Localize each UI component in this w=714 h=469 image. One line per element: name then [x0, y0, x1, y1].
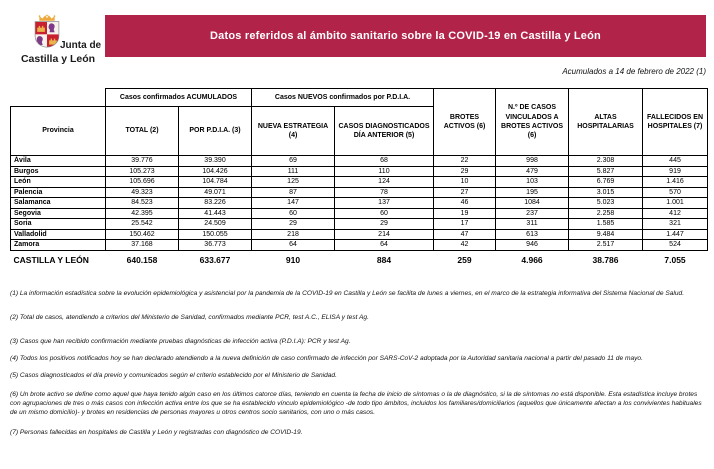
data-cell: 613: [496, 229, 569, 240]
total-cell: 640.158: [126, 254, 158, 265]
data-cell: 105.696: [106, 177, 179, 188]
data-cell: 946: [496, 240, 569, 251]
data-cell: 24.509: [179, 219, 252, 230]
data-cell: 64: [335, 240, 434, 251]
total-cell: 884: [376, 254, 392, 265]
province-name: León: [11, 177, 106, 188]
data-cell: 36.773: [179, 240, 252, 251]
total-cell: 910: [285, 254, 301, 265]
logo-text-line2: Castilla y León: [20, 53, 96, 65]
col-header-nueva-estrategia: NUEVA ESTRATEGIA (4): [252, 107, 335, 156]
data-cell: 321: [643, 219, 708, 230]
total-row-label: CASTILLA Y LEÓN: [13, 254, 89, 265]
total-cell: 7.055: [664, 254, 686, 265]
col-header-vinculados-brotes: N.º DE CASOS VINCULADOS A BROTES ACTIVOS (6): [496, 89, 569, 156]
group-header-new-pdia: Casos NUEVOS confirmados por P.D.I.A.: [252, 89, 434, 107]
coat-of-arms-icon: [34, 14, 60, 48]
data-cell: 147: [252, 198, 335, 209]
col-header-diag-dia-anterior: CASOS DIAGNOSTICADOS DÍA ANTERIOR (5): [335, 107, 434, 156]
footnote: (3) Casos que han recibido confirmación mediante pruebas diagnósticas de infección activa (P.D.I.A): PCR y test Ag.: [10, 337, 351, 345]
total-cell: 259: [457, 254, 472, 265]
data-cell: 105.273: [106, 166, 179, 177]
col-header-brotes-activos: BROTES ACTIVOS (6): [434, 89, 496, 156]
page-header: [0, 0, 714, 88]
province-name: Soria: [11, 219, 106, 230]
logo-text-line1: Junta de: [60, 40, 102, 51]
data-cell: 17: [434, 219, 496, 230]
data-cell: 445: [643, 156, 708, 167]
province-name: Valladolid: [11, 229, 106, 240]
footnotes: [10, 290, 707, 449]
data-cell: 27: [434, 187, 496, 198]
footnote: (1) La información estadística sobre la evolución epidemiológica y asistencial por la pandemia de la COVID-19 en Castilla y León se facilita de lunes a viernes, en el marco de la estrategia informativa del Sistema Nacional de Salud.: [10, 290, 685, 297]
data-cell: 78: [335, 187, 434, 198]
footnote: (6) Un brote activo se define como aquel que haya tenido algún caso en los últimos catorce días, teniendo en cuenta la fecha de inicio de síntomas o la de diagnóstico, si la de síntomas no está disponible. Esta estadística incluye brotes con agrupaciones de tres o más casos con infección activa entre los que se ha establecido vínculo epidemiológico -de todo tipo ámbitos, incluidos los familiares/domiciliarios (aquellos que únicamente afectan a los convivientes habituales de un mismo domicilio)- y brotes en residencias de personas mayores u otros centros socio sanitarios, con uno o más casos.: [10, 391, 702, 417]
data-cell: 29: [434, 166, 496, 177]
data-cell: 125: [252, 177, 335, 188]
data-cell: 2.258: [569, 208, 643, 219]
col-header-fallecidos: FALLECIDOS EN HOSPITALES (7): [643, 89, 708, 156]
total-cell: 4.966: [521, 254, 543, 265]
data-cell: 22: [434, 156, 496, 167]
banner-title: Datos referidos al ámbito sanitario sobre la COVID-19 en Castilla y León: [210, 30, 601, 42]
province-name: Ávila: [11, 156, 106, 167]
covid-data-table-wrap: [10, 88, 707, 266]
data-cell: 68: [335, 156, 434, 167]
data-cell: 103: [496, 177, 569, 188]
data-cell: 237: [496, 208, 569, 219]
data-cell: 41.443: [179, 208, 252, 219]
accumulated-date-note: Acumulados a 14 de febrero de 2022 (1): [562, 67, 706, 76]
data-cell: 5.023: [569, 198, 643, 209]
data-cell: 1084: [496, 198, 569, 209]
table-body: [11, 156, 708, 251]
data-cell: 6.769: [569, 177, 643, 188]
data-cell: 29: [252, 219, 335, 230]
footnote: (4) Todos los positivos notificados hoy se han declarado atendiendo a la nueva definición de caso confirmado de infección por SARS-CoV-2 adoptada por la Autoridad sanitaria nacional a partir del pasado 11 de mayo.: [10, 354, 643, 362]
data-cell: 9.484: [569, 229, 643, 240]
table-group-header-row: [11, 89, 708, 107]
data-cell: 124: [335, 177, 434, 188]
data-cell: 150.055: [179, 229, 252, 240]
data-cell: 1.001: [643, 198, 708, 209]
data-cell: 998: [496, 156, 569, 167]
data-cell: 39.776: [106, 156, 179, 167]
data-cell: 49.323: [106, 187, 179, 198]
data-cell: 83.226: [179, 198, 252, 209]
total-cell: 38.786: [592, 254, 619, 265]
data-cell: 60: [335, 208, 434, 219]
footnote: (7) Personas fallecidas en hospitales de Castilla y León y registradas con diagnóstico de COVID-19.: [10, 429, 303, 437]
data-cell: 1.416: [643, 177, 708, 188]
table-row: [11, 187, 708, 198]
data-cell: 218: [252, 229, 335, 240]
data-cell: 19: [434, 208, 496, 219]
table-row: [11, 229, 708, 240]
province-name: Palencia: [11, 187, 106, 198]
data-cell: 479: [496, 166, 569, 177]
footnote: (5) Casos diagnosticados el día previo y comunicados según el criterio establecido por el Ministerio de Sanidad.: [10, 371, 337, 379]
col-header-provincia: Provincia: [11, 107, 106, 156]
table-row: [11, 219, 708, 230]
data-cell: 84.523: [106, 198, 179, 209]
data-cell: 104.784: [179, 177, 252, 188]
data-cell: 5.827: [569, 166, 643, 177]
data-cell: 919: [643, 166, 708, 177]
col-header-por-pdia: POR P.D.I.A. (3): [179, 107, 252, 156]
province-name: Zamora: [11, 240, 106, 251]
data-cell: 60: [252, 208, 335, 219]
data-cell: 524: [643, 240, 708, 251]
col-header-total: TOTAL (2): [106, 107, 179, 156]
data-cell: 25.542: [106, 219, 179, 230]
table-row: [11, 240, 708, 251]
data-cell: 64: [252, 240, 335, 251]
empty-corner-cell: [11, 89, 106, 107]
data-cell: 104.426: [179, 166, 252, 177]
data-cell: 29: [335, 219, 434, 230]
data-cell: 42.395: [106, 208, 179, 219]
data-cell: 110: [335, 166, 434, 177]
data-cell: 46: [434, 198, 496, 209]
data-cell: 311: [496, 219, 569, 230]
province-name: Burgos: [11, 166, 106, 177]
table-row: [11, 198, 708, 209]
data-cell: 412: [643, 208, 708, 219]
data-cell: 2.308: [569, 156, 643, 167]
junta-castilla-leon-logo: [10, 12, 106, 68]
data-cell: 87: [252, 187, 335, 198]
data-cell: 570: [643, 187, 708, 198]
data-cell: 137: [335, 198, 434, 209]
data-cell: 37.168: [106, 240, 179, 251]
data-cell: 47: [434, 229, 496, 240]
data-cell: 111: [252, 166, 335, 177]
table-row: [11, 208, 708, 219]
banner: [105, 15, 706, 57]
data-cell: 150.462: [106, 229, 179, 240]
col-header-altas: ALTAS HOSPITALARIAS: [569, 89, 643, 156]
data-cell: 10: [434, 177, 496, 188]
data-cell: 1.585: [569, 219, 643, 230]
province-name: Salamanca: [11, 198, 106, 209]
table-row: [11, 156, 708, 167]
data-cell: 195: [496, 187, 569, 198]
data-cell: 1.447: [643, 229, 708, 240]
data-cell: 3.015: [569, 187, 643, 198]
data-cell: 39.390: [179, 156, 252, 167]
table-row: [11, 177, 708, 188]
data-cell: 214: [335, 229, 434, 240]
footnote: (2) Total de casos, atendiendo a criterios del Ministerio de Sanidad, confirmados mediante PCR, test A.C., ELISA y test Ag.: [10, 313, 369, 321]
data-cell: 69: [252, 156, 335, 167]
group-header-accumulated: Casos confirmados ACUMULADOS: [106, 89, 252, 107]
data-cell: 49.071: [179, 187, 252, 198]
covid-data-table: [10, 88, 708, 266]
table-row: [11, 166, 708, 177]
data-cell: 2.517: [569, 240, 643, 251]
total-cell: 633.677: [199, 254, 231, 265]
total-row: [11, 250, 708, 266]
data-cell: 42: [434, 240, 496, 251]
province-name: Segovia: [11, 208, 106, 219]
